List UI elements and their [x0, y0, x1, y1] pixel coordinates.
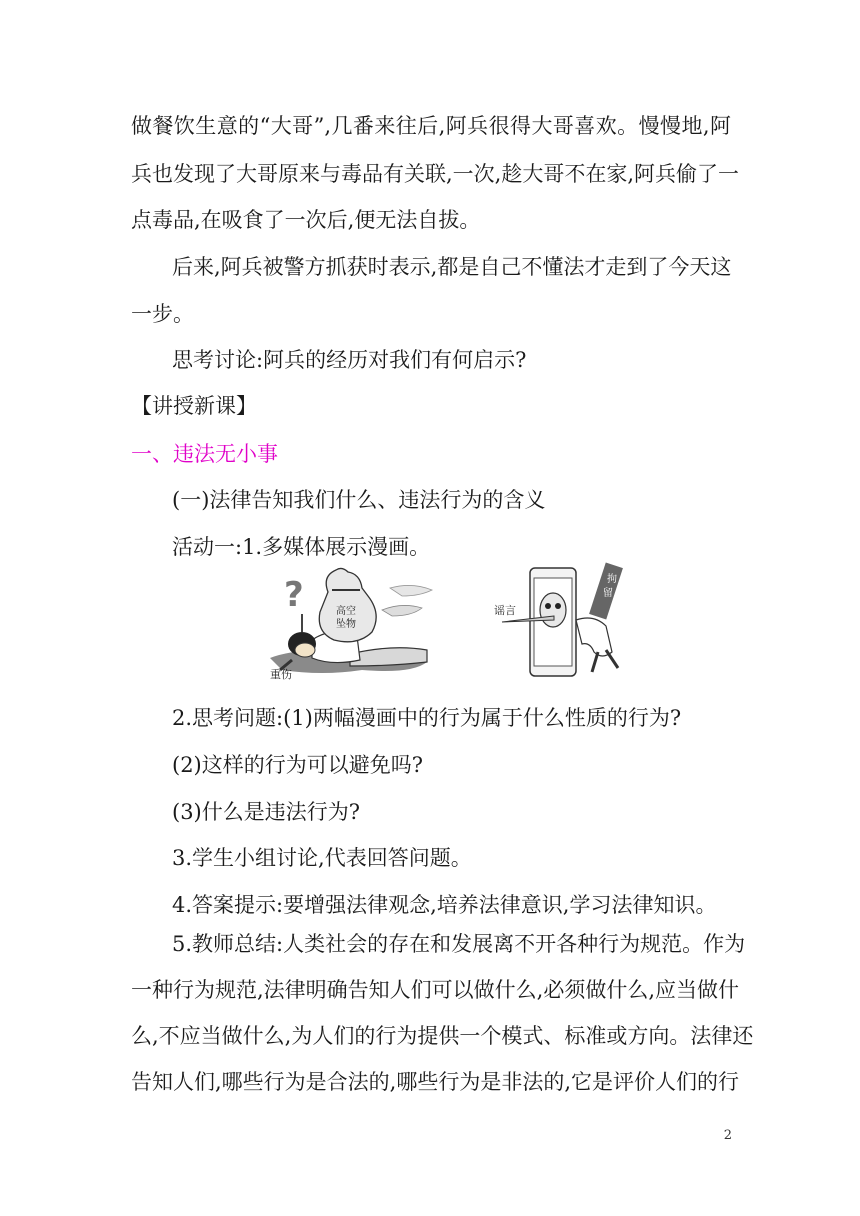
list-item: 2.思考问题:(1)两幅漫画中的行为属于什么性质的行为? [172, 706, 682, 730]
injury-caption: 重伤 [270, 668, 292, 681]
paragraph-line: 后来,阿兵被警方抓获时表示,都是自己不懂法才走到了今天这 [172, 255, 732, 279]
face-icon [540, 593, 566, 627]
cloud-shape [382, 605, 422, 616]
paragraph-line: 点毒品,在吸食了一次后,便无法自拔。 [131, 208, 481, 232]
sack-label-2: 坠物 [336, 619, 356, 630]
summary-line: 么,不应当做什么,为人们的行为提供一个模式、标准或方向。法律还 [131, 1024, 754, 1048]
cartoon-falling-object [262, 566, 462, 682]
summary-line: 5.教师总结:人类社会的存在和发展离不开各种行为规范。作为 [172, 932, 746, 956]
list-item: 4.答案提示:要增强法律观念,培养法律意识,学习法律知识。 [172, 893, 717, 917]
list-item: (3)什么是违法行为? [172, 800, 361, 824]
paragraph-line: 兵也发现了大哥原来与毒品有关联,一次,趁大哥不在家,阿兵偷了一 [131, 162, 740, 186]
question-mark: ? [284, 575, 304, 615]
activity-line: 活动一:1.多媒体展示漫画。 [172, 535, 431, 559]
cloud-shape [390, 585, 432, 596]
page-number: 2 [723, 1128, 732, 1143]
head-face [295, 643, 315, 657]
discussion-question: 思考讨论:阿兵的经历对我们有何启示? [172, 348, 527, 372]
cartoon-rumor-phone [494, 560, 636, 680]
body-legs [350, 648, 427, 666]
sack-label-1: 高空 [336, 606, 356, 617]
section-header: 【讲授新课】 [131, 394, 257, 418]
subheading: (一)法律告知我们什么、违法行为的含义 [172, 488, 546, 512]
heading-violation: 一、违法无小事 [131, 442, 278, 466]
rumor-caption: 谣言 [494, 604, 516, 617]
paragraph-line: 一步。 [131, 302, 194, 326]
summary-line: 告知人们,哪些行为是合法的,哪些行为是非法的,它是评价人们的行 [131, 1070, 740, 1094]
list-item: (2)这样的行为可以避免吗? [172, 753, 424, 777]
paragraph-line: 做餐饮生意的“大哥”,几番来往后,阿兵很得大哥喜欢。慢慢地,阿 [131, 114, 731, 138]
sign-text-1: 拘 [607, 574, 617, 585]
list-item: 3.学生小组讨论,代表回答问题。 [172, 846, 472, 870]
sign-text-2: 留 [603, 588, 613, 599]
summary-line: 一种行为规范,法律明确告知人们可以做什么,必须做什么,应当做什 [131, 978, 740, 1002]
